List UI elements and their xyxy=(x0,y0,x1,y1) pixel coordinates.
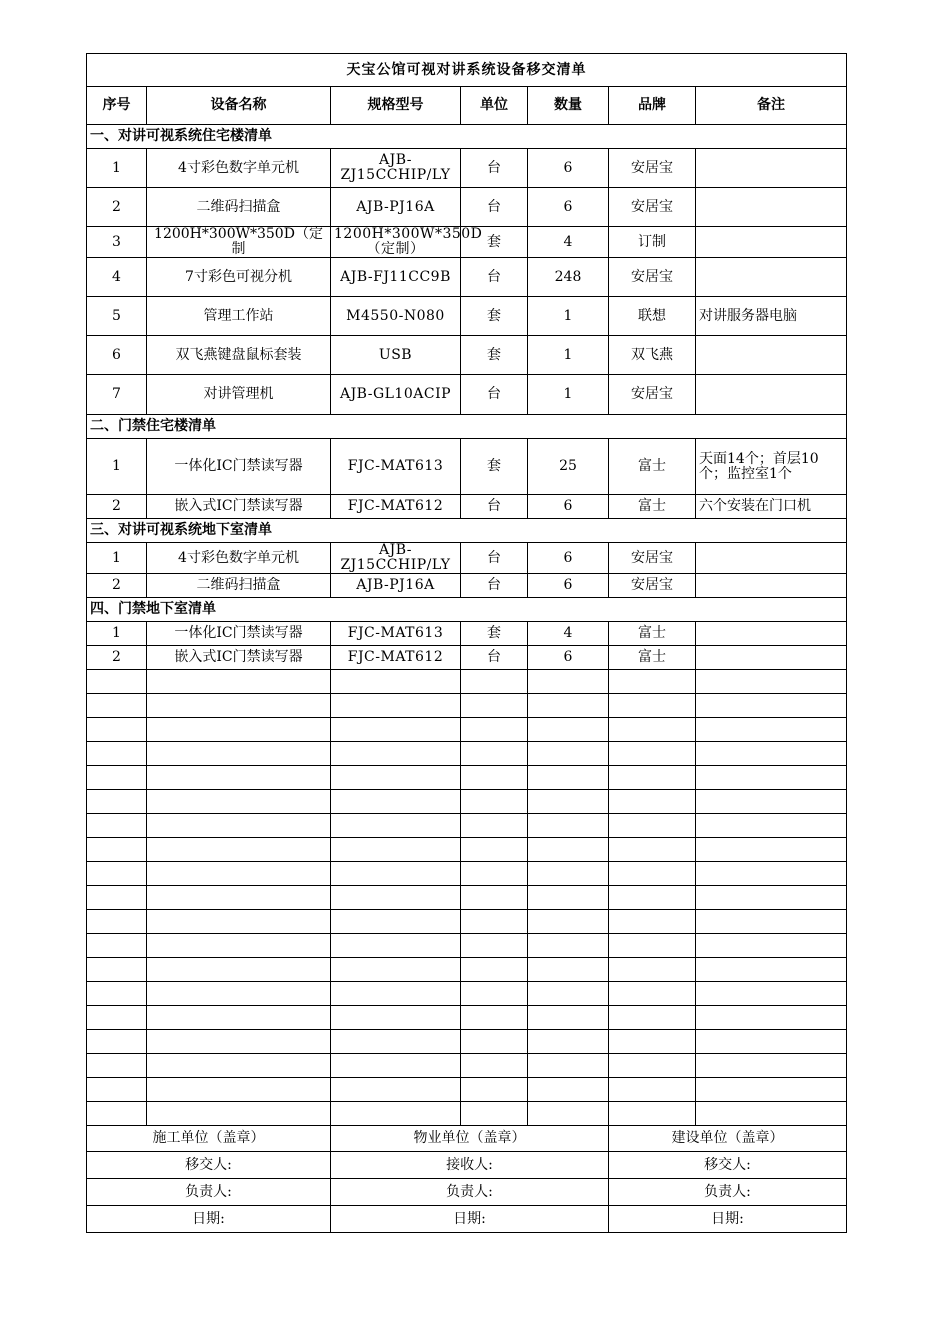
blank-cell xyxy=(609,886,696,910)
cell-qty: 6 xyxy=(528,495,609,519)
cell-brand: 安居宝 xyxy=(609,149,696,188)
table-row xyxy=(87,495,847,519)
blank-cell xyxy=(461,1030,528,1054)
cell-spec: AJB-PJ16A xyxy=(331,188,461,227)
header-unit: 单位 xyxy=(461,87,528,125)
blank-cell xyxy=(147,934,331,958)
blank-cell xyxy=(609,862,696,886)
section-title: 二、门禁住宅楼清单 xyxy=(87,415,847,439)
signature-field[interactable]: 接收人: xyxy=(331,1152,609,1179)
blank-cell xyxy=(528,1054,609,1078)
blank-row xyxy=(87,670,847,694)
blank-cell xyxy=(609,742,696,766)
blank-cell xyxy=(147,910,331,934)
cell-name: 对讲管理机 xyxy=(147,375,331,415)
cell-note xyxy=(696,227,847,258)
cell-note xyxy=(696,543,847,574)
cell-spec: M4550-N080 xyxy=(331,297,461,336)
signature-field[interactable]: 日期: xyxy=(609,1206,847,1233)
cell-spec: AJB-PJ16A xyxy=(331,574,461,598)
cell-brand: 安居宝 xyxy=(609,574,696,598)
cell-qty: 6 xyxy=(528,149,609,188)
blank-cell xyxy=(461,958,528,982)
blank-cell xyxy=(609,1006,696,1030)
blank-cell xyxy=(528,1102,609,1126)
blank-cell xyxy=(461,1102,528,1126)
blank-cell xyxy=(609,1078,696,1102)
blank-row xyxy=(87,982,847,1006)
blank-cell xyxy=(147,766,331,790)
blank-cell xyxy=(461,982,528,1006)
cell-qty: 1 xyxy=(528,336,609,375)
cell-spec: AJB-GL10ACIP xyxy=(331,375,461,415)
cell-qty: 6 xyxy=(528,188,609,227)
cell-qty: 6 xyxy=(528,543,609,574)
cell-spec: AJB-ZJ15CCHIP/LY xyxy=(331,149,461,188)
footer-row xyxy=(87,1206,847,1233)
blank-cell xyxy=(609,982,696,1006)
blank-cell xyxy=(696,934,847,958)
blank-row xyxy=(87,838,847,862)
blank-cell xyxy=(331,694,461,718)
blank-cell xyxy=(609,718,696,742)
cell-unit: 套 xyxy=(461,297,528,336)
cell-qty: 1 xyxy=(528,297,609,336)
blank-cell xyxy=(696,862,847,886)
blank-cell xyxy=(147,718,331,742)
cell-no: 1 xyxy=(87,149,147,188)
blank-row xyxy=(87,1102,847,1126)
blank-cell xyxy=(147,1102,331,1126)
cell-brand: 安居宝 xyxy=(609,258,696,297)
cell-qty: 1 xyxy=(528,375,609,415)
blank-cell xyxy=(331,1078,461,1102)
blank-cell xyxy=(696,886,847,910)
blank-cell xyxy=(528,790,609,814)
blank-cell xyxy=(147,670,331,694)
blank-cell xyxy=(331,1030,461,1054)
cell-qty: 4 xyxy=(528,622,609,646)
blank-cell xyxy=(331,1102,461,1126)
blank-row xyxy=(87,862,847,886)
blank-cell xyxy=(331,742,461,766)
blank-cell xyxy=(87,862,147,886)
cell-no: 1 xyxy=(87,622,147,646)
blank-row xyxy=(87,742,847,766)
header-no: 序号 xyxy=(87,87,147,125)
blank-cell xyxy=(147,982,331,1006)
blank-cell xyxy=(147,742,331,766)
blank-cell xyxy=(696,1006,847,1030)
blank-cell xyxy=(528,910,609,934)
blank-cell xyxy=(331,934,461,958)
cell-unit: 台 xyxy=(461,646,528,670)
blank-cell xyxy=(87,958,147,982)
blank-cell xyxy=(331,886,461,910)
table-row xyxy=(87,336,847,375)
blank-cell xyxy=(331,910,461,934)
blank-cell xyxy=(87,934,147,958)
blank-cell xyxy=(528,718,609,742)
cell-brand: 联想 xyxy=(609,297,696,336)
table-row xyxy=(87,297,847,336)
blank-row xyxy=(87,910,847,934)
blank-cell xyxy=(528,1006,609,1030)
blank-cell xyxy=(461,886,528,910)
cell-unit: 台 xyxy=(461,188,528,227)
cell-qty: 6 xyxy=(528,646,609,670)
cell-no: 5 xyxy=(87,297,147,336)
blank-row xyxy=(87,718,847,742)
signature-field[interactable]: 日期: xyxy=(87,1206,331,1233)
cell-name: 嵌入式IC门禁读写器 xyxy=(147,495,331,519)
blank-cell xyxy=(609,766,696,790)
signature-field[interactable]: 移交人: xyxy=(609,1152,847,1179)
header-spec: 规格型号 xyxy=(331,87,461,125)
cell-name: 双飞燕键盘鼠标套装 xyxy=(147,336,331,375)
blank-row xyxy=(87,694,847,718)
cell-unit: 台 xyxy=(461,495,528,519)
blank-cell xyxy=(528,838,609,862)
signature-field[interactable]: 负责人: xyxy=(609,1179,847,1206)
cell-no: 3 xyxy=(87,227,147,258)
blank-cell xyxy=(696,718,847,742)
cell-name: 1200H*300W*350D（定制 xyxy=(147,227,331,258)
blank-cell xyxy=(528,766,609,790)
blank-cell xyxy=(461,814,528,838)
cell-note xyxy=(696,149,847,188)
cell-unit: 台 xyxy=(461,543,528,574)
table-row xyxy=(87,375,847,415)
cell-name: 二维码扫描盒 xyxy=(147,188,331,227)
cell-name: 7寸彩色可视分机 xyxy=(147,258,331,297)
blank-row xyxy=(87,886,847,910)
cell-note: 六个安装在门口机 xyxy=(696,495,847,519)
blank-cell xyxy=(331,670,461,694)
blank-cell xyxy=(609,790,696,814)
table-row xyxy=(87,622,847,646)
party-label: 物业单位（盖章） xyxy=(331,1126,609,1152)
blank-cell xyxy=(461,670,528,694)
cell-unit: 台 xyxy=(461,375,528,415)
blank-cell xyxy=(87,886,147,910)
section-title: 四、门禁地下室清单 xyxy=(87,598,847,622)
footer-row xyxy=(87,1126,847,1152)
cell-unit: 套 xyxy=(461,227,528,258)
signature-field[interactable]: 移交人: xyxy=(87,1152,331,1179)
footer-row xyxy=(87,1179,847,1206)
blank-cell xyxy=(461,742,528,766)
blank-cell xyxy=(609,814,696,838)
blank-cell xyxy=(461,694,528,718)
blank-cell xyxy=(696,1102,847,1126)
blank-cell xyxy=(609,838,696,862)
blank-cell xyxy=(528,814,609,838)
blank-cell xyxy=(331,958,461,982)
section-title: 一、对讲可视系统住宅楼清单 xyxy=(87,125,847,149)
cell-brand: 双飞燕 xyxy=(609,336,696,375)
blank-cell xyxy=(528,862,609,886)
cell-unit: 台 xyxy=(461,149,528,188)
cell-note xyxy=(696,336,847,375)
blank-cell xyxy=(696,790,847,814)
signature-field[interactable]: 负责人: xyxy=(331,1179,609,1206)
blank-cell xyxy=(331,814,461,838)
blank-cell xyxy=(609,1030,696,1054)
blank-cell xyxy=(461,1006,528,1030)
blank-cell xyxy=(331,790,461,814)
blank-cell xyxy=(147,958,331,982)
blank-cell xyxy=(528,670,609,694)
blank-row xyxy=(87,814,847,838)
blank-cell xyxy=(87,670,147,694)
blank-cell xyxy=(461,934,528,958)
blank-row xyxy=(87,1054,847,1078)
cell-no: 2 xyxy=(87,646,147,670)
cell-brand: 安居宝 xyxy=(609,543,696,574)
blank-cell xyxy=(331,1054,461,1078)
cell-name: 嵌入式IC门禁读写器 xyxy=(147,646,331,670)
sheet-title: 天宝公馆可视对讲系统设备移交清单 xyxy=(87,54,847,87)
blank-cell xyxy=(147,1078,331,1102)
blank-cell xyxy=(147,1006,331,1030)
blank-cell xyxy=(609,1102,696,1126)
blank-cell xyxy=(147,886,331,910)
blank-cell xyxy=(87,1102,147,1126)
cell-spec: AJB-FJ11CC9B xyxy=(331,258,461,297)
blank-cell xyxy=(696,670,847,694)
blank-cell xyxy=(461,1078,528,1102)
blank-cell xyxy=(87,1078,147,1102)
blank-cell xyxy=(147,838,331,862)
cell-unit: 套 xyxy=(461,439,528,495)
table-row xyxy=(87,439,847,495)
cell-qty: 25 xyxy=(528,439,609,495)
cell-brand: 订制 xyxy=(609,227,696,258)
blank-cell xyxy=(696,1054,847,1078)
cell-spec: FJC-MAT613 xyxy=(331,622,461,646)
blank-cell xyxy=(331,838,461,862)
cell-note xyxy=(696,258,847,297)
blank-cell xyxy=(696,694,847,718)
cell-name: 4寸彩色数字单元机 xyxy=(147,149,331,188)
cell-brand: 安居宝 xyxy=(609,375,696,415)
blank-cell xyxy=(87,718,147,742)
header-note: 备注 xyxy=(696,87,847,125)
blank-cell xyxy=(331,718,461,742)
table-row xyxy=(87,227,847,258)
blank-cell xyxy=(528,958,609,982)
table-row xyxy=(87,646,847,670)
table-row xyxy=(87,543,847,574)
blank-cell xyxy=(528,742,609,766)
footer-row xyxy=(87,1152,847,1179)
cell-qty: 248 xyxy=(528,258,609,297)
blank-cell xyxy=(147,1030,331,1054)
blank-cell xyxy=(87,838,147,862)
cell-name: 一体化IC门禁读写器 xyxy=(147,439,331,495)
cell-no: 4 xyxy=(87,258,147,297)
cell-no: 7 xyxy=(87,375,147,415)
blank-cell xyxy=(609,934,696,958)
blank-cell xyxy=(696,1078,847,1102)
cell-brand: 富士 xyxy=(609,439,696,495)
signature-field[interactable]: 负责人: xyxy=(87,1179,331,1206)
table-row xyxy=(87,574,847,598)
blank-cell xyxy=(87,1054,147,1078)
cell-name: 管理工作站 xyxy=(147,297,331,336)
party-label: 施工单位（盖章） xyxy=(87,1126,331,1152)
blank-cell xyxy=(87,694,147,718)
signature-field[interactable]: 日期: xyxy=(331,1206,609,1233)
cell-no: 2 xyxy=(87,574,147,598)
blank-cell xyxy=(696,838,847,862)
blank-cell xyxy=(147,814,331,838)
blank-cell xyxy=(87,910,147,934)
blank-cell xyxy=(461,766,528,790)
blank-cell xyxy=(528,886,609,910)
blank-cell xyxy=(461,790,528,814)
table-row xyxy=(87,149,847,188)
blank-cell xyxy=(331,1006,461,1030)
cell-note xyxy=(696,375,847,415)
header-qty: 数量 xyxy=(528,87,609,125)
cell-spec: FJC-MAT613 xyxy=(331,439,461,495)
cell-no: 2 xyxy=(87,188,147,227)
cell-no: 1 xyxy=(87,439,147,495)
blank-cell xyxy=(696,982,847,1006)
blank-cell xyxy=(609,694,696,718)
cell-unit: 台 xyxy=(461,258,528,297)
cell-spec: FJC-MAT612 xyxy=(331,495,461,519)
blank-cell xyxy=(528,934,609,958)
blank-row xyxy=(87,790,847,814)
blank-cell xyxy=(147,862,331,886)
blank-cell xyxy=(331,766,461,790)
blank-cell xyxy=(696,910,847,934)
blank-cell xyxy=(528,1030,609,1054)
cell-note xyxy=(696,622,847,646)
header-name: 设备名称 xyxy=(147,87,331,125)
cell-unit: 套 xyxy=(461,622,528,646)
blank-cell xyxy=(147,1054,331,1078)
cell-brand: 富士 xyxy=(609,495,696,519)
blank-cell xyxy=(696,1030,847,1054)
cell-no: 2 xyxy=(87,495,147,519)
blank-cell xyxy=(696,766,847,790)
cell-name: 一体化IC门禁读写器 xyxy=(147,622,331,646)
blank-cell xyxy=(696,814,847,838)
blank-cell xyxy=(609,1054,696,1078)
blank-row xyxy=(87,958,847,982)
blank-cell xyxy=(331,982,461,1006)
cell-brand: 富士 xyxy=(609,622,696,646)
blank-cell xyxy=(528,694,609,718)
cell-note xyxy=(696,188,847,227)
cell-unit: 台 xyxy=(461,574,528,598)
party-label: 建设单位（盖章） xyxy=(609,1126,847,1152)
blank-cell xyxy=(696,742,847,766)
section-title: 三、对讲可视系统地下室清单 xyxy=(87,519,847,543)
cell-name: 二维码扫描盒 xyxy=(147,574,331,598)
blank-cell xyxy=(87,742,147,766)
blank-row xyxy=(87,934,847,958)
cell-note: 天面14个；首层10个；监控室1个 xyxy=(696,439,847,495)
cell-brand: 富士 xyxy=(609,646,696,670)
blank-cell xyxy=(461,718,528,742)
blank-cell xyxy=(696,958,847,982)
cell-unit: 套 xyxy=(461,336,528,375)
header-brand: 品牌 xyxy=(609,87,696,125)
blank-cell xyxy=(147,790,331,814)
cell-note xyxy=(696,646,847,670)
blank-row xyxy=(87,1030,847,1054)
cell-spec: FJC-MAT612 xyxy=(331,646,461,670)
blank-row xyxy=(87,766,847,790)
cell-spec: USB xyxy=(331,336,461,375)
blank-cell xyxy=(461,1054,528,1078)
blank-cell xyxy=(609,910,696,934)
cell-name: 4寸彩色数字单元机 xyxy=(147,543,331,574)
table-row xyxy=(87,188,847,227)
blank-row xyxy=(87,1006,847,1030)
blank-cell xyxy=(87,982,147,1006)
blank-cell xyxy=(87,1006,147,1030)
blank-cell xyxy=(87,814,147,838)
blank-cell xyxy=(528,1078,609,1102)
blank-cell xyxy=(87,790,147,814)
cell-no: 6 xyxy=(87,336,147,375)
cell-note: 对讲服务器电脑 xyxy=(696,297,847,336)
blank-cell xyxy=(461,910,528,934)
cell-qty: 4 xyxy=(528,227,609,258)
handover-sheet xyxy=(86,53,847,1233)
blank-cell xyxy=(87,1030,147,1054)
blank-cell xyxy=(147,694,331,718)
blank-cell xyxy=(87,766,147,790)
blank-cell xyxy=(461,862,528,886)
blank-cell xyxy=(609,670,696,694)
blank-cell xyxy=(528,982,609,1006)
cell-note xyxy=(696,574,847,598)
table-row xyxy=(87,258,847,297)
cell-spec: AJB-ZJ15CCHIP/LY xyxy=(331,543,461,574)
blank-cell xyxy=(331,862,461,886)
blank-cell xyxy=(609,958,696,982)
blank-cell xyxy=(461,838,528,862)
cell-brand: 安居宝 xyxy=(609,188,696,227)
blank-row xyxy=(87,1078,847,1102)
cell-no: 1 xyxy=(87,543,147,574)
cell-qty: 6 xyxy=(528,574,609,598)
cell-spec: 1200H*300W*350D（定制） xyxy=(331,227,461,258)
